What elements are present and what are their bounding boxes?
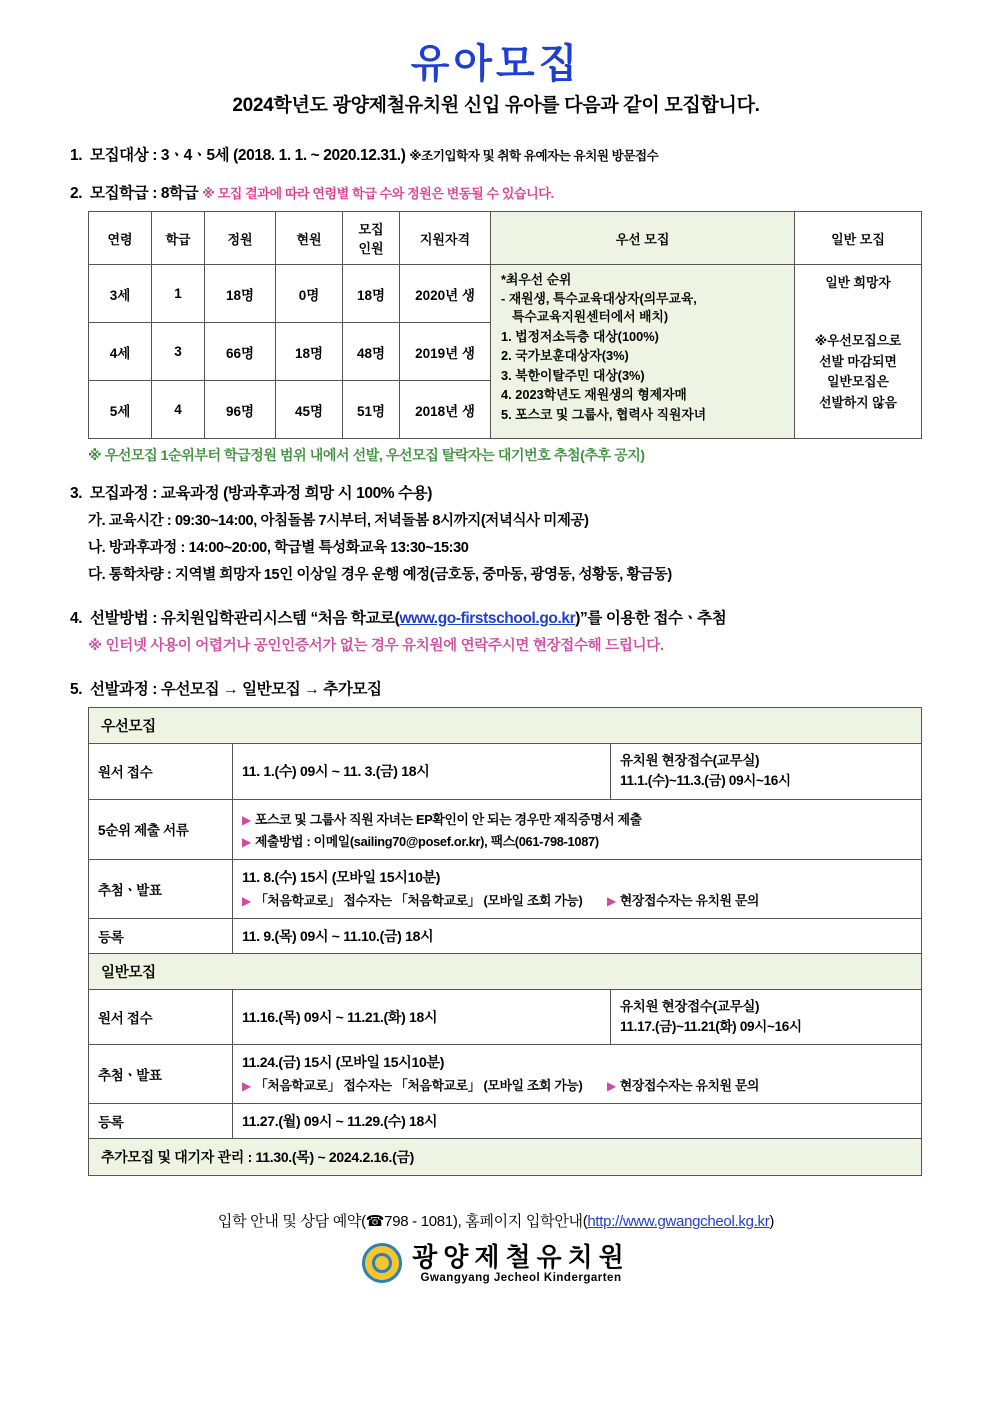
row-value-lottery-general <box>233 1045 922 1104</box>
page-subtitle: 2024학년도 광양제철유치원 신입 유아를 다음과 같이 모집합니다. <box>232 95 760 116</box>
cell-age-4: 4세 <box>89 323 152 381</box>
contact-text-post: ) <box>769 1213 775 1230</box>
col-classes: 학급 <box>152 212 205 265</box>
table-row <box>89 1104 922 1139</box>
cell-classes-3: 1 <box>152 265 205 323</box>
priority-item: 5. 포스코 및 그룹사, 협력사 직원자녀 <box>501 406 707 422</box>
col-eligibility: 지원자격 <box>400 212 491 265</box>
priority-item: 2. 국가보훈대상자(3%) <box>501 348 629 364</box>
contact-text-pre: 입학 안내 및 상담 예약(☎798 - 1081), 홈페이지 입학안내( <box>217 1213 588 1230</box>
cell-recruit-5: 51명 <box>343 381 400 439</box>
row-label-lottery-general: 추첨ㆍ발표 <box>89 1045 233 1104</box>
section-3-number: 3. <box>70 485 83 502</box>
section-2-note: ※ 모집 결과에 따라 연령별 학급 수와 정원은 변동될 수 있습니다. <box>202 186 554 201</box>
onsite-line-1: 유치원 현장접수(교무실) <box>620 998 760 1014</box>
cell-capacity-4: 66명 <box>205 323 276 381</box>
section-1-number: 1. <box>70 147 83 164</box>
section-4-number: 4. <box>70 610 83 627</box>
section-3-item-1: 가. 교육시간 : 09:30~14:00, 아침돌봄 7시부터, 저녁돌봄 8시까지(저녁식사 미제공) <box>88 513 589 529</box>
row-label-registration-general: 등록 <box>89 1104 233 1139</box>
schedule-priority-header: 우선모집 <box>89 708 922 744</box>
general-line-1: 일반 희망자 <box>825 275 891 290</box>
cell-eligibility-3: 2020년 생 <box>400 265 491 323</box>
general-line-5: 선발하지 않음 <box>819 394 897 410</box>
table-row <box>89 265 922 323</box>
cell-recruit-3: 18명 <box>343 265 400 323</box>
triangle-right-icon: ▶ <box>242 893 251 908</box>
onsite-line-2: 11.17.(금)~11.21(화) 09시~16시 <box>620 1018 802 1034</box>
schedule-priority-header-row <box>89 708 922 744</box>
contact-line <box>70 1210 922 1231</box>
col-general: 일반 모집 <box>795 212 922 265</box>
schedule-general-header: 일반모집 <box>89 953 922 989</box>
section-5-text: 선발과정 : 우선모집 → 일반모집 → 추가모집 <box>90 681 382 698</box>
lottery-bullets: ▶ 「처음학교로」 접수자는 「처음학교로」 (모바일 조회 가능) ▶ 현장접수자는 유치원 문의 <box>242 892 760 908</box>
col-recruit: 모집 인원 <box>343 212 400 265</box>
lottery-main-general: 11.24.(금) 15시 (모바일 15시10분) <box>242 1054 445 1070</box>
row-label-registration: 등록 <box>89 918 233 953</box>
section-3-text: 모집과정 : 교육과정 (방과후과정 희망 시 100% 수용) <box>90 485 432 502</box>
onsite-line-1: 유치원 현장접수(교무실) <box>620 753 760 768</box>
doc-bullet-1: ▶ 포스코 및 그룹사 직원 자녀는 EP확인이 안 되는 경우만 재직증명서 제출 <box>242 811 642 827</box>
cell-recruit-4: 48명 <box>343 323 400 381</box>
cell-capacity-5: 96명 <box>205 381 276 439</box>
section-5-number: 5. <box>70 681 83 698</box>
priority-top-1: - 재원생, 특수교육대상자(의무교육, <box>501 290 697 306</box>
section-4-note: ※ 인터넷 사용이 어렵거나 공인인증서가 없는 경우 유치원에 연락주시면 현장접수해 드립니다. <box>88 638 664 654</box>
doc-bullet-2: ▶ 제출방법 : 이메일(sailing70@posef.or.kr), 팩스(061-798-1087) <box>242 833 599 849</box>
cell-current-4: 18명 <box>276 323 343 381</box>
priority-item: 3. 북한이탈주민 대상(3%) <box>501 367 645 383</box>
row-value-registration: 11. 9.(목) 09시 ~ 11.10.(금) 18시 <box>233 918 922 953</box>
row-value-lottery <box>233 859 922 918</box>
row-onsite-application <box>611 744 922 800</box>
onsite-line-2: 11.1.(수)~11.3.(금) 09시~16시 <box>620 773 791 789</box>
row-onsite-application-general <box>611 989 922 1045</box>
row-value-registration-general: 11.27.(월) 09시 ~ 11.29.(수) 18시 <box>233 1104 922 1139</box>
table-row <box>89 918 922 953</box>
kindergarten-emblem-icon <box>362 1243 402 1283</box>
section-3-programs <box>70 481 922 503</box>
triangle-right-icon: ▶ <box>242 812 251 827</box>
section-2-recruit-classes <box>70 181 922 203</box>
section-4-text-pre: 선발방법 : 유치원입학관리시스템 “처음 학교로( <box>90 610 400 627</box>
homepage-link[interactable]: http://www.gwangcheol.kg.kr <box>587 1213 770 1230</box>
triangle-right-icon: ▶ <box>242 1079 251 1093</box>
general-line-2: ※우선모집으로 <box>814 333 902 349</box>
cell-age-5: 5세 <box>89 381 152 439</box>
triangle-right-icon: ▶ <box>606 1079 616 1093</box>
row-value-application-general: 11.16.(목) 09시 ~ 11.21.(화) 18시 <box>233 989 611 1045</box>
cell-general-note <box>795 265 922 439</box>
row-label-application: 원서 접수 <box>89 744 233 800</box>
row-label-application-general: 원서 접수 <box>89 989 233 1045</box>
priority-top-2: 특수교육지원센터에서 배치) <box>512 309 669 325</box>
table-header-row <box>89 212 922 265</box>
row-value-application: 11. 1.(수) 09시 ~ 11. 3.(금) 18시 <box>233 744 611 800</box>
priority-item: 1. 법정저소득층 대상(100%) <box>501 328 659 344</box>
section-3-item-3: 다. 통학차량 : 지역별 희망자 15인 이상일 경우 운행 예정(금호동, 중마동, 광영동, 성황동, 황금동) <box>88 567 672 583</box>
cell-classes-4: 3 <box>152 323 205 381</box>
section-4-text-post: )”를 이용한 접수ㆍ추첨 <box>575 610 727 627</box>
table-row <box>89 744 922 800</box>
cell-eligibility-5: 2018년 생 <box>400 381 491 439</box>
section-2-text: 모집학급 : 8학급 <box>90 185 199 202</box>
logo-name-en: Gwangyang Jecheol Kindergarten <box>420 1271 622 1284</box>
section-1-note: ※조기입학자 및 취학 유예자는 유치원 방문접수 <box>409 149 659 163</box>
section-3-item-2: 나. 방과후과정 : 14:00~20:00, 학급별 특성화교육 13:30~15:30 <box>88 540 469 556</box>
page-title: 유아모집 <box>410 42 582 86</box>
section-2-number: 2. <box>70 185 83 202</box>
cell-age-3: 3세 <box>89 265 152 323</box>
section-4-selection-method <box>70 606 922 628</box>
section-5-selection-process <box>70 677 922 699</box>
cell-eligibility-4: 2019년 생 <box>400 323 491 381</box>
row-label-lottery: 추첨ㆍ발표 <box>89 859 233 918</box>
col-current: 현원 <box>276 212 343 265</box>
col-priority: 우선 모집 <box>491 212 795 265</box>
col-capacity: 정원 <box>205 212 276 265</box>
lottery-main: 11. 8.(수) 15시 (모바일 15시10분) <box>242 868 441 885</box>
kindergarten-logo <box>70 1243 922 1284</box>
first-school-link[interactable]: www.go-firstschool.go.kr <box>399 610 576 627</box>
cell-capacity-3: 18명 <box>205 265 276 323</box>
row-label-documents: 5순위 제출 서류 <box>89 799 233 859</box>
class-capacity-table <box>88 211 922 439</box>
priority-items <box>501 328 784 425</box>
table-row <box>89 799 922 859</box>
cell-classes-5: 4 <box>152 381 205 439</box>
triangle-right-icon: ▶ <box>242 834 251 849</box>
section-2-footnote: ※ 우선모집 1순위부터 학급정원 범위 내에서 선발, 우선모집 탈락자는 대기번호 추첨(추후 공지) <box>88 447 645 463</box>
schedule-footer: 추가모집 및 대기자 관리 : 11.30.(목) ~ 2024.2.16.(금) <box>89 1139 922 1176</box>
schedule-footer-row <box>89 1139 922 1176</box>
section-1-recruit-target <box>70 143 922 165</box>
cell-current-3: 0명 <box>276 265 343 323</box>
table-row <box>89 989 922 1045</box>
table-row <box>89 859 922 918</box>
schedule-table <box>88 707 922 1176</box>
general-line-4: 일반모집은 <box>827 374 889 390</box>
general-line-3: 선발 마감되면 <box>819 353 897 369</box>
schedule-general-header-row <box>89 953 922 989</box>
col-age: 연령 <box>89 212 152 265</box>
cell-current-5: 45명 <box>276 381 343 439</box>
triangle-right-icon: ▶ <box>606 893 616 908</box>
logo-text-block <box>412 1243 630 1284</box>
table-row <box>89 1045 922 1104</box>
priority-title: *최우선 순위 <box>501 272 572 287</box>
section-1-text: 모집대상 : 3ㆍ4ㆍ5세 (2018. 1. 1. ~ 2020.12.31.) <box>90 147 406 164</box>
cell-priority-list <box>491 265 795 439</box>
row-value-documents <box>233 799 922 859</box>
lottery-bullets-general: ▶ 「처음학교로」 접수자는 「처음학교로」 (모바일 조회 가능) ▶ 현장접수자는 유치원 문의 <box>242 1078 760 1093</box>
priority-item: 4. 2023학년도 재원생의 형제자매 <box>501 387 687 403</box>
logo-name-ko: 광양제철유치원 <box>412 1242 630 1272</box>
